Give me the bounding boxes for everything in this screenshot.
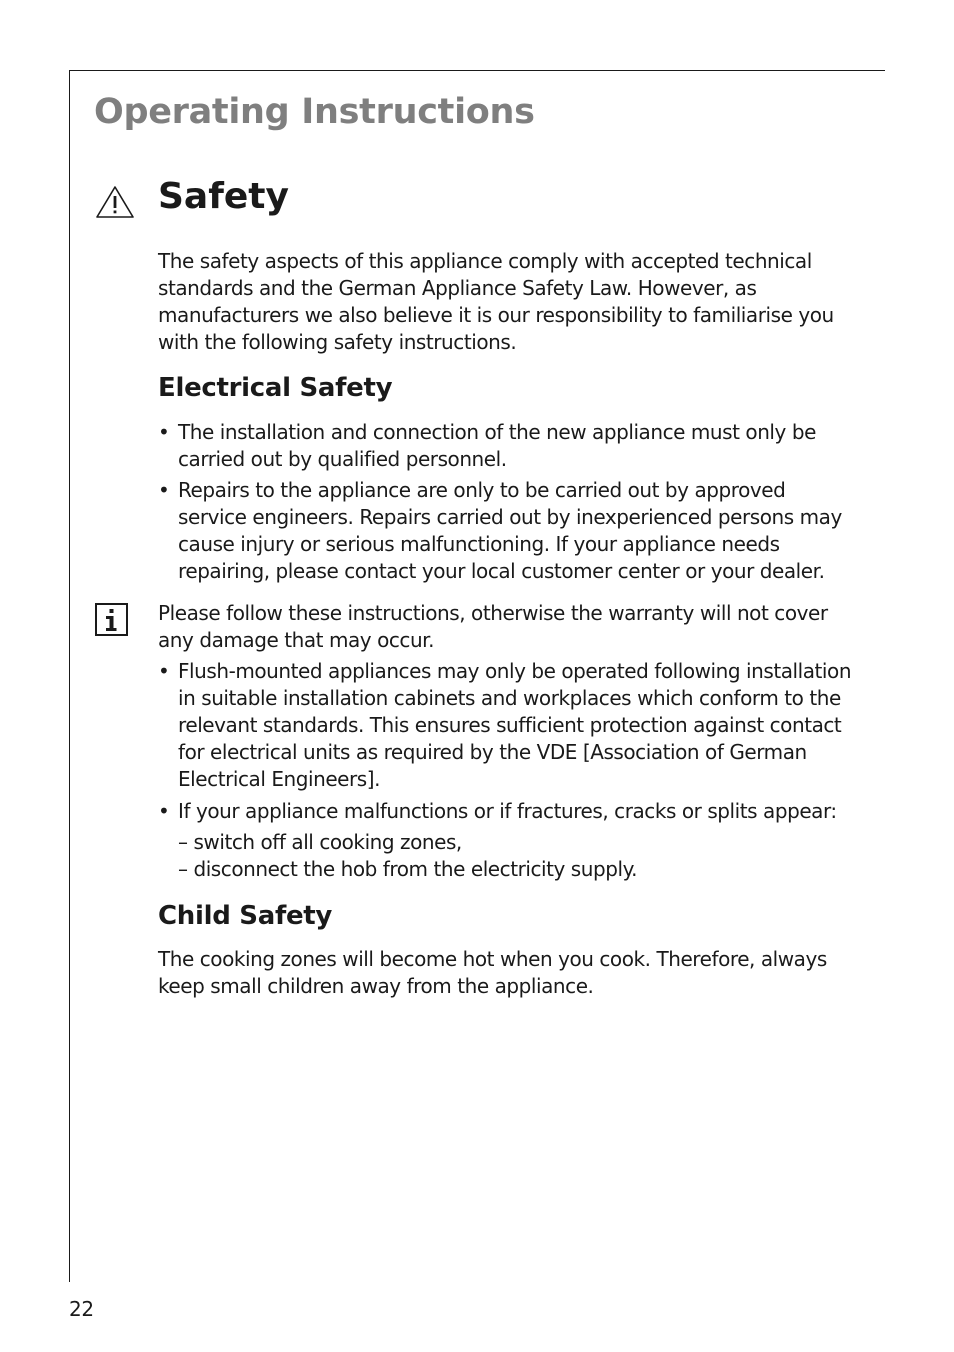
bullet-icon: • [158, 799, 170, 823]
intro-paragraph: The safety aspects of this appliance comply with accepted technical standards and the German Appliance Safety Law. However, as manufacturers we also believe it is our responsibility to familiarise you with the following safety instructions. [158, 249, 834, 354]
top-rule [69, 70, 885, 71]
bullet-text: If your appliance malfunctions or if fractures, cracks or splits appear: [178, 799, 837, 823]
sub-list-item: – disconnect the hob from the electricity supply. [178, 857, 638, 881]
sub-list-item: – switch off all cooking zones, [178, 830, 462, 854]
bullet-icon: • [158, 420, 170, 444]
list-item [158, 658, 858, 793]
electrical-safety-heading: Electrical Safety [158, 373, 393, 403]
page-number: 22 [69, 1297, 94, 1321]
list-item [158, 477, 858, 585]
page-title: Safety [158, 176, 289, 217]
info-note: Please follow these instructions, otherwise the warranty will not cover any damage that may occur. [158, 601, 828, 652]
bullet-icon: • [158, 659, 170, 683]
bullet-text: The installation and connection of the new appliance must only be carried out by qualified personnel. [178, 420, 816, 471]
warning-triangle-icon [95, 185, 135, 219]
child-safety-paragraph: The cooking zones will become hot when you cook. Therefore, always keep small children away from the appliance. [158, 947, 827, 998]
child-safety-heading: Child Safety [158, 901, 333, 931]
bullet-text: Flush-mounted appliances may only be operated following installation in suitable installation cabinets and workplaces which conform to the relevant standards. This ensures sufficient protection against contact for electrical units as required by the VDE [Association of German Electrical Engineers]. [178, 659, 852, 791]
bullet-text: Repairs to the appliance are only to be carried out by approved service engineers. Repairs carried out by inexperienced persons may cause injury or serious malfunctioning. If your appliance needs repairing, please contact your local customer center or your dealer. [178, 478, 842, 583]
list-item [158, 419, 858, 473]
list-item [158, 798, 858, 825]
section-header: Operating Instructions [94, 92, 535, 132]
info-icon [95, 603, 128, 636]
left-margin-rule [69, 70, 70, 1282]
bullet-icon: • [158, 478, 170, 502]
